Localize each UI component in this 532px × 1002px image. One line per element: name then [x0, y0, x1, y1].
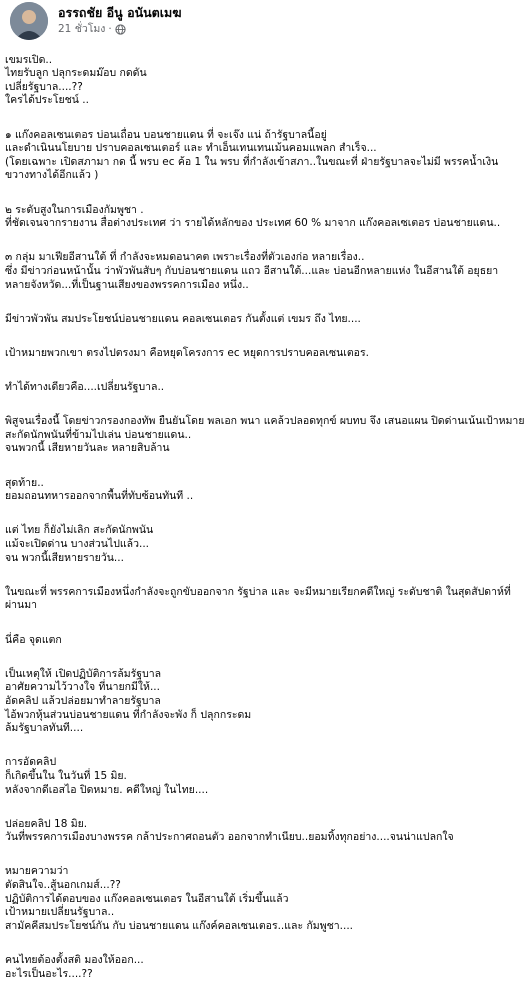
post-timestamp[interactable]: 21 ชั่วโมง	[58, 23, 106, 35]
post-paragraph: ๒ ระดับสูงในการเมืองกัมพูชา . ที่ชัดเจนจากรายงาน สื่อต่างประเทศ ว่า รายได้หลักของ ประเทศ 60 % มาจาก แก๊งคอลเซเตอร บ่อนชายแดน..	[5, 203, 501, 230]
post-paragraph: ๑ แก๊งคอลเซนเตอร บ่อนเถื่อน บอนชายแดน ที่ จะเจ๊ง แน่ ถ้ารัฐบาลนี้อยู่ และดำเนินนโยบาย ปราบคอลเซนเตอร์ และ ทำเอ็นเทนเทนเม้นคอมแพลก สำเร็จ... (โดยเฉพาะ เปิดสภามา กด นี้ พรบ ec ค้อ 1 ใน พรบ ที่กำลังเข้าสภา..ในขณะที่ ฝ่ายรัฐบาลจะไม่มี พรรคน้ำเงิน ขวางทางได้อีกแล้ว )	[5, 128, 499, 182]
post-paragraph: ปล่อยคลิป 18 มิย. วันที่พรรคการเมืองบางพรรค กล้าประกาศถอนตัว ออกจากทำเนียบ..ยอมทิ้งทุกอย่าง....จนน่าแปลกใจ	[5, 817, 454, 844]
post-paragraph: นี่คือ จุดแตก	[5, 633, 62, 646]
post-meta	[58, 23, 126, 36]
post-paragraph: พิสูจนเรื่องนี้ โดยข่าวกรองกองทัพ ยืนยันโดย พลเอก พนา แคล้วปลอดทุกข์ ผบทบ จึง เสนอแผน ปิดด่านเน้นเป้าหมาย สะกัดนักพนันที่ข้ามไปเล่น บ่อนชายแดน.. จนพวกนี้ เสียหายวันละ หลายสิบล้าน	[5, 415, 525, 455]
globe-icon[interactable]	[115, 24, 126, 35]
post-paragraph: เป้าหมายพวกเขา ตรงไปตรงมา คือหยุดโครงการ ec หยุดการปราบคอลเซนเตอร.	[5, 346, 369, 359]
post-body	[5, 40, 525, 1002]
post-paragraph: มีข่าวพัวพัน สมประโยชน์บ่อนชายแดน คอลเซนเตอร กันตั้งแต่ เขมร ถึง ไทย....	[5, 312, 361, 325]
post-header	[10, 0, 522, 40]
post-paragraph: หมายความว่า ตัดสินใจ..สู้นอกเกมส์...?? ปฏิบัติการได้ตอบของ แก๊งคอลเซนเตอร ในอีสานใต้ เริ่มขึ้นแล้ว เป้าหมายเปลี่ยนรัฐบาล.. สามัคคีสมประโยชน์กัน กับ บ่อนชายแดน แก๊งค์คอลเซนเตอร..และ กัมพูชา....	[5, 865, 354, 932]
post-paragraph: ๓ กลุ่ม มาเฟียอีสานใต้ ที่ กำลังจะหมดอนาคต เพราะเรื่องที่ตัวเองก่อ หลายเรื่อง.. ซึ่ง มีข่าวก่อนหน้านั้น ว่าพัวพันสับๆ กับบ่อนชายแดน แถว อีสานใต้...และ บ่อนอีกหลายแห่ง ในอีสานใต้ อยุธยา หลายจังหวัด...ที่เป็นฐานเสียงของพรรคการเมือง หนึ่ง..	[5, 251, 499, 291]
post-paragraph: สุดท้าย.. ยอมถอนทหารออกจากพื้นที่ทับซ้อนทันที ..	[5, 476, 194, 503]
meta-separator: ·	[108, 23, 112, 35]
post-paragraph: แต่ ไทย ก็ยังไม่เลิก สะกัดนักพนัน แม้จะเปิดด่าน บางส่วนไปแล้ว... จน พวกนี้เสียหายรายวัน...	[5, 524, 154, 564]
post-paragraph: ทำได้ทางเดียวคือ....เปลี่ยนรัฐบาล..	[5, 381, 165, 394]
post-paragraph: การอัดคลิป ก็เกิดขึ้นใน ในวันที่ 15 มิย. หลังจากดีเอสไอ ปิดหมาย. คดีใหญ่ ในไทย....	[5, 756, 209, 796]
post-paragraph: เป็นเหตุให้ เปิดปฏิบัติการล้มรัฐบาล อาศัยความไว้วางใจ ที่นายกมีให้... อัดคลิป แล้วปล่อยมาทำลายรัฐบาล ไอ้พวกหุ้นส่วนบ่อนชายแดน ที่กำลังจะพัง ก็ ปลุกกระดม ล้มรัฐบาลทันที....	[5, 667, 252, 735]
author-name[interactable]: อรรถชัย อีนู อนันตเมฆ	[58, 5, 182, 20]
post-paragraph: ในขณะที่ พรรคการเมืองหนึ่งกำลังจะถูกขับออกจาก รัฐบ่าล และ จะมีหมายเรียกคดีใหญ่ ระดับชาติ ในสุดสัปดาห์ที่ผ่านมา	[5, 585, 511, 612]
post-paragraph: เขมรเปิด.. ไทยรับลูก ปลุกระดมม๊อบ กดดัน เปลี่ยรัฐบาล....?? ใครได้ประโยชน์ ..	[5, 53, 147, 107]
post-paragraph: คนไทยต้องตั้งสติ มองให้ออก... อะไรเป็นอะไร....??	[5, 954, 144, 980]
avatar[interactable]	[10, 2, 48, 40]
